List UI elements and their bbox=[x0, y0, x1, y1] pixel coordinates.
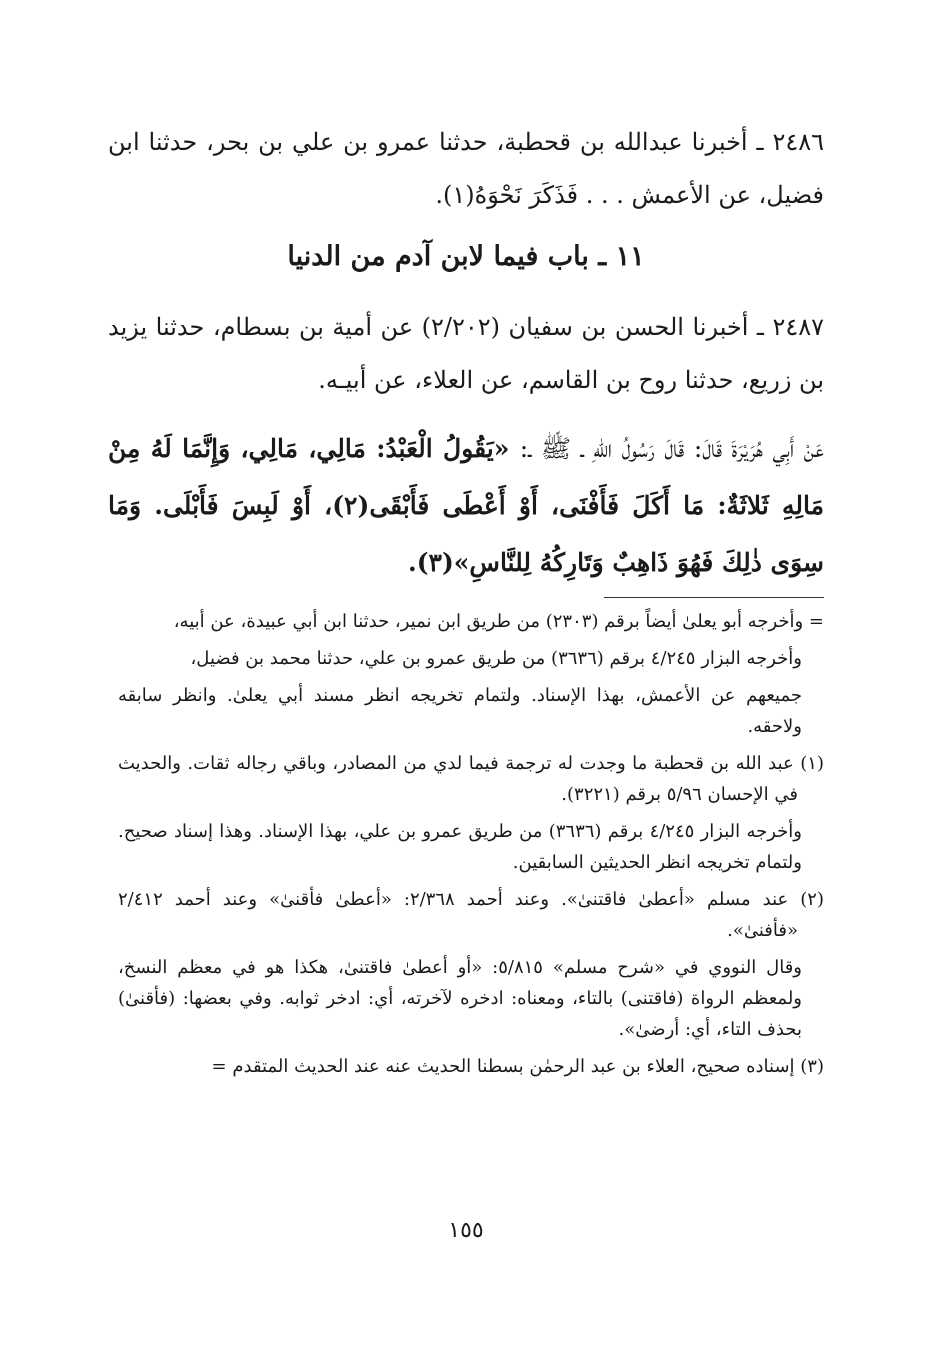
footnote-2-continued: وقال النووي في «شرح مسلم» ٥/٨١٥: «أو أعطىٰ فاقتنىٰ، هكذا هو في معظم النسخ، ولمعظم الرواة (فاقتنى) بالتاء، ومعناه: ادخره لآخرته، أي: ادخر ثوابه. وفي بعضها: (فأقنىٰ) بحذف التاء، أي: أرضىٰ». bbox=[118, 957, 802, 1040]
chapter-heading: ١١ ـ باب فيما لابن آدم من الدنيا bbox=[287, 241, 645, 272]
matn-opener: عَنْ أَبِي هُرَيْرَةَ قَالَ: قَالَ رَسُولُ اللهِ ـ ﷺ ـ: bbox=[519, 434, 824, 463]
footnote-divider bbox=[604, 597, 824, 598]
hadith-2487-isnad: ٢٤٨٧ ـ أخبرنا الحسن بن سفيان (٢/٢٠٢) عن أمية بن بسطام، حدثنا يزيد بن زريع، حدثنا روح بن القاسم، عن العلاء، عن أبيـه. bbox=[108, 313, 824, 394]
footnote-3: (٣) إسناده صحيح، العلاء بن عبد الرحمٰن بسطنا الحديث عنه عند الحديث المتقدم = bbox=[211, 1056, 824, 1077]
matn-text: «يَقُولُ الْعَبْدُ: مَالِي، مَالِي، وَإِنَّمَا لَهُ مِنْ مَالِهِ ثَلاثَةٌ: مَا أَكَلَ فَأَفْنَى، أَوْ أَعْطَى فَأَبْقَى(٢)، أَوْ لَبِسَ فَأَبْلَى. وَمَا سِوَى ذٰلِكَ فَهُوَ ذَاهِبٌ وَتَارِكُهُ لِلنَّاسِ»(٣). bbox=[108, 434, 824, 577]
hadith-2487-matn bbox=[108, 420, 824, 591]
footnote-1: (١) عبد الله بن قحطبة ما وجدت له ترجمة فيما لدي من المصادر، وباقي رجاله ثقات. والحديث في الإحسان ٥/٩٦ برقم (٣٢٢١). bbox=[118, 753, 824, 805]
hadith-2486-paragraph: ٢٤٨٦ ـ أخبرنا عبدالله بن قحطبة، حدثنا عمرو بن علي بن بحر، حدثنا ابن فضيل، عن الأعمش . . . فَذَكَرَ نَحْوَهُ(١). bbox=[108, 128, 824, 209]
footnote-continuation-1: = وأخرجه أبو يعلىٰ أيضاً برقم (٢٣٠٣) من طريق ابن نمير، حدثنا ابن أبي عبيدة، عن أبيه، bbox=[173, 611, 824, 632]
footnote-continuation-2: وأخرجه البزار ٤/٢٤٥ برقم (٣٦٣٦) من طريق عمرو بن علي، حدثنا محمد بن فضيل، bbox=[190, 648, 802, 669]
footnote-2: (٢) عند مسلم «أعطىٰ فاقتنىٰ». وعند أحمد ٢/٣٦٨: «أعطىٰ فأقنىٰ» وعند أحمد ٢/٤١٢ «فأفنىٰ». bbox=[118, 889, 824, 941]
page-number: ١٥٥ bbox=[448, 1218, 484, 1243]
footnote-continuation-3: جميعهم عن الأعمش، بهذا الإسناد. ولتمام تخريجه انظر مسند أبي يعلىٰ. وانظر سابقه ولاحقه. bbox=[118, 685, 802, 737]
footnotes-section bbox=[118, 606, 824, 1088]
footnote-1-continued: وأخرجه البزار ٤/٢٤٥ برقم (٣٦٣٦) من طريق عمرو بن علي، بهذا الإسناد. وهذا إسناد صحيح. ولتمام تخريجه انظر الحديثين السابقين. bbox=[118, 821, 802, 873]
